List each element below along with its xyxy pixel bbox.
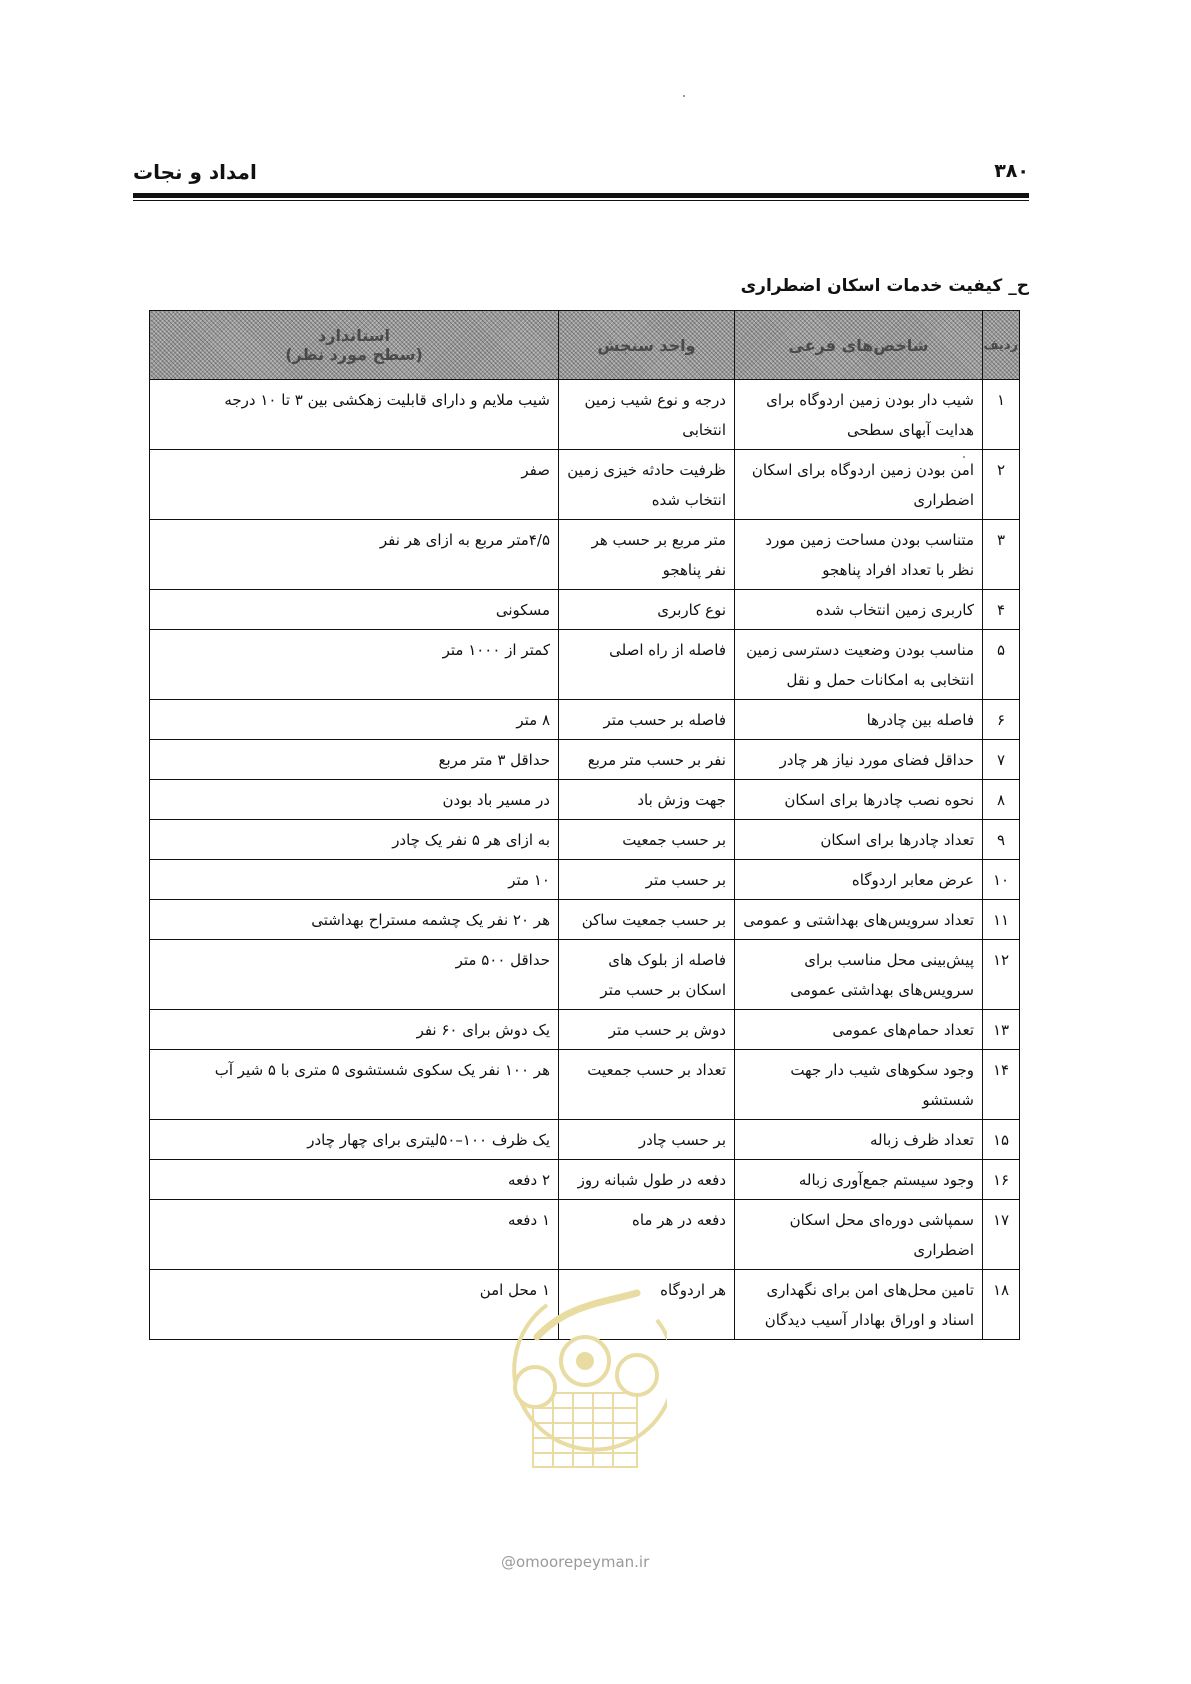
omoore-peyman-stamp [497, 1275, 667, 1497]
row-number-cell: ۵ [983, 630, 1020, 700]
standard-cell: ۴/۵متر مربع به ازای هر نفر [150, 520, 559, 590]
table-row [150, 820, 1020, 860]
table-row [150, 380, 1020, 450]
indicator-cell: سمپاشی دوره‌ای محل اسکان اضطراری [735, 1200, 983, 1270]
indicator-cell: مناسب بودن وضعیت دسترسی زمین انتخابی به امکانات حمل و نقل [735, 630, 983, 700]
table-row [150, 590, 1020, 630]
table-row [150, 940, 1020, 1010]
unit-cell: جهت وزش باد [559, 780, 735, 820]
row-number-cell: ۱۲ [983, 940, 1020, 1010]
header-row-no: ردیف [983, 311, 1020, 380]
indicator-cell: تامین محل‌های امن برای نگهداری اسناد و اوراق بهادار آسیب دیدگان [735, 1270, 983, 1340]
table-row [150, 1010, 1020, 1050]
table-row [150, 860, 1020, 900]
table-row [150, 520, 1020, 590]
unit-cell: فاصله از بلوک های اسکان بر حسب متر [559, 940, 735, 1010]
unit-cell: بر حسب متر [559, 860, 735, 900]
unit-cell: بر حسب جمعیت ساکن [559, 900, 735, 940]
row-number-cell: ۱۸ [983, 1270, 1020, 1340]
unit-cell: دفعه در طول شبانه روز [559, 1160, 735, 1200]
standard-cell: ۱ دفعه [150, 1200, 559, 1270]
row-number-cell: ۱۳ [983, 1010, 1020, 1050]
unit-cell: بر حسب جمعیت [559, 820, 735, 860]
standard-cell: مسکونی [150, 590, 559, 630]
header-indicator: شاخص‌های فرعی [735, 311, 983, 380]
standard-cell: ۱۰ متر [150, 860, 559, 900]
indicator-cell: تعداد سرویس‌های بهداشتی و عمومی [735, 900, 983, 940]
standard-cell: ۸ متر [150, 700, 559, 740]
indicator-cell: تعداد ظرف زباله [735, 1120, 983, 1160]
standard-cell: هر ۲۰ نفر یک چشمه مستراح بهداشتی [150, 900, 559, 940]
table-row [150, 630, 1020, 700]
unit-cell: هر اردوگاه [559, 1270, 735, 1340]
row-number-cell: ۱۷ [983, 1200, 1020, 1270]
table-row [150, 900, 1020, 940]
standard-cell: حداقل ۳ متر مربع [150, 740, 559, 780]
emergency-shelter-quality-table [149, 310, 1020, 1340]
row-number-cell: ۳ [983, 520, 1020, 590]
standard-cell: یک ظرف ۱۰۰–۵۰لیتری برای چهار چادر [150, 1120, 559, 1160]
standard-cell: حداقل ۵۰۰ متر [150, 940, 559, 1010]
unit-cell: دفعه در هر ماه [559, 1200, 735, 1270]
table-row [150, 780, 1020, 820]
row-number-cell: ۱۵ [983, 1120, 1020, 1160]
row-number-cell: ۱۴ [983, 1050, 1020, 1120]
indicator-cell: نحوه نصب چادرها برای اسکان [735, 780, 983, 820]
section-title: ح_ کیفیت خدمات اسکان اضطراری [740, 276, 1029, 296]
standard-cell: ۱ محل امن [150, 1270, 559, 1340]
unit-cell: نفر بر حسب متر مربع [559, 740, 735, 780]
table-header-row [150, 311, 1020, 380]
table-row [150, 1050, 1020, 1120]
header-rule [133, 193, 1029, 198]
unit-cell: نوع کاربری [559, 590, 735, 630]
header-standard-subtitle: (سطح مورد نظر) [285, 345, 423, 364]
unit-cell: فاصله بر حسب متر [559, 700, 735, 740]
book-title: امداد و نجات [133, 160, 257, 184]
unit-cell: فاصله از راه اصلی [559, 630, 735, 700]
row-number-cell: ۶ [983, 700, 1020, 740]
row-number-cell: ۱ [983, 380, 1020, 450]
header-rule-thin [133, 200, 1029, 201]
standard-cell: صفر [150, 450, 559, 520]
row-number-cell: ۴ [983, 590, 1020, 630]
indicator-cell: شیب دار بودن زمین اردوگاه برای هدایت آبهای سطحی [735, 380, 983, 450]
page-number: ۳۸۰ [994, 160, 1029, 182]
standard-cell: یک دوش برای ۶۰ نفر [150, 1010, 559, 1050]
row-number-cell: ۲ [983, 450, 1020, 520]
standard-cell: شیب ملایم و دارای قابلیت زهکشی بین ۳ تا ۱۰ درجه [150, 380, 559, 450]
unit-cell: متر مربع بر حسب هر نفر پناهجو [559, 520, 735, 590]
stamp-caption: @omoorepeyman.ir [501, 1553, 650, 1571]
indicator-cell: کاربری زمین انتخاب شده [735, 590, 983, 630]
table-row [150, 740, 1020, 780]
table-row [150, 700, 1020, 740]
indicator-cell: متناسب بودن مساحت زمین مورد نظر با تعداد افراد پناهجو [735, 520, 983, 590]
standard-cell: در مسیر باد بودن [150, 780, 559, 820]
table-row [150, 1120, 1020, 1160]
table-row [150, 1160, 1020, 1200]
header-standard [150, 311, 559, 380]
row-number-cell: ۱۶ [983, 1160, 1020, 1200]
header-unit: واحد سنجش [559, 311, 735, 380]
indicator-cell: حداقل فضای مورد نیاز هر چادر [735, 740, 983, 780]
table-row [150, 1200, 1020, 1270]
indicator-cell: وجود سکوهای شیب دار جهت شستشو [735, 1050, 983, 1120]
standard-cell: ۲ دفعه [150, 1160, 559, 1200]
row-number-cell: ۷ [983, 740, 1020, 780]
table-row [150, 450, 1020, 520]
indicator-cell: امن بودن زمین اردوگاه برای اسکان اضطراری [735, 450, 983, 520]
standard-cell: هر ۱۰۰ نفر یک سکوی شستشوی ۵ متری با ۵ شیر آب [150, 1050, 559, 1120]
unit-cell: بر حسب چادر [559, 1120, 735, 1160]
unit-cell: درجه و نوع شیب زمین انتخابی [559, 380, 735, 450]
indicator-cell: عرض معابر اردوگاه [735, 860, 983, 900]
scan-speck [683, 95, 685, 97]
row-number-cell: ۱۰ [983, 860, 1020, 900]
row-number-cell: ۸ [983, 780, 1020, 820]
unit-cell: دوش بر حسب متر [559, 1010, 735, 1050]
row-number-cell: ۹ [983, 820, 1020, 860]
indicator-cell: فاصله بین چادرها [735, 700, 983, 740]
unit-cell: تعداد بر حسب جمعیت [559, 1050, 735, 1120]
standard-cell: به ازای هر ۵ نفر یک چادر [150, 820, 559, 860]
row-number-cell: ۱۱ [983, 900, 1020, 940]
unit-cell: ظرفیت حادثه خیزی زمین انتخاب شده [559, 450, 735, 520]
indicator-cell: پیش‌بینی محل مناسب برای سرویس‌های بهداشتی عمومی [735, 940, 983, 1010]
running-header [133, 160, 1029, 192]
standard-cell: کمتر از ۱۰۰۰ متر [150, 630, 559, 700]
indicator-cell: وجود سیستم جمع‌آوری زباله [735, 1160, 983, 1200]
indicator-cell: تعداد چادرها برای اسکان [735, 820, 983, 860]
header-standard-title: استاندارد [318, 326, 390, 345]
indicator-cell: تعداد حمام‌های عمومی [735, 1010, 983, 1050]
